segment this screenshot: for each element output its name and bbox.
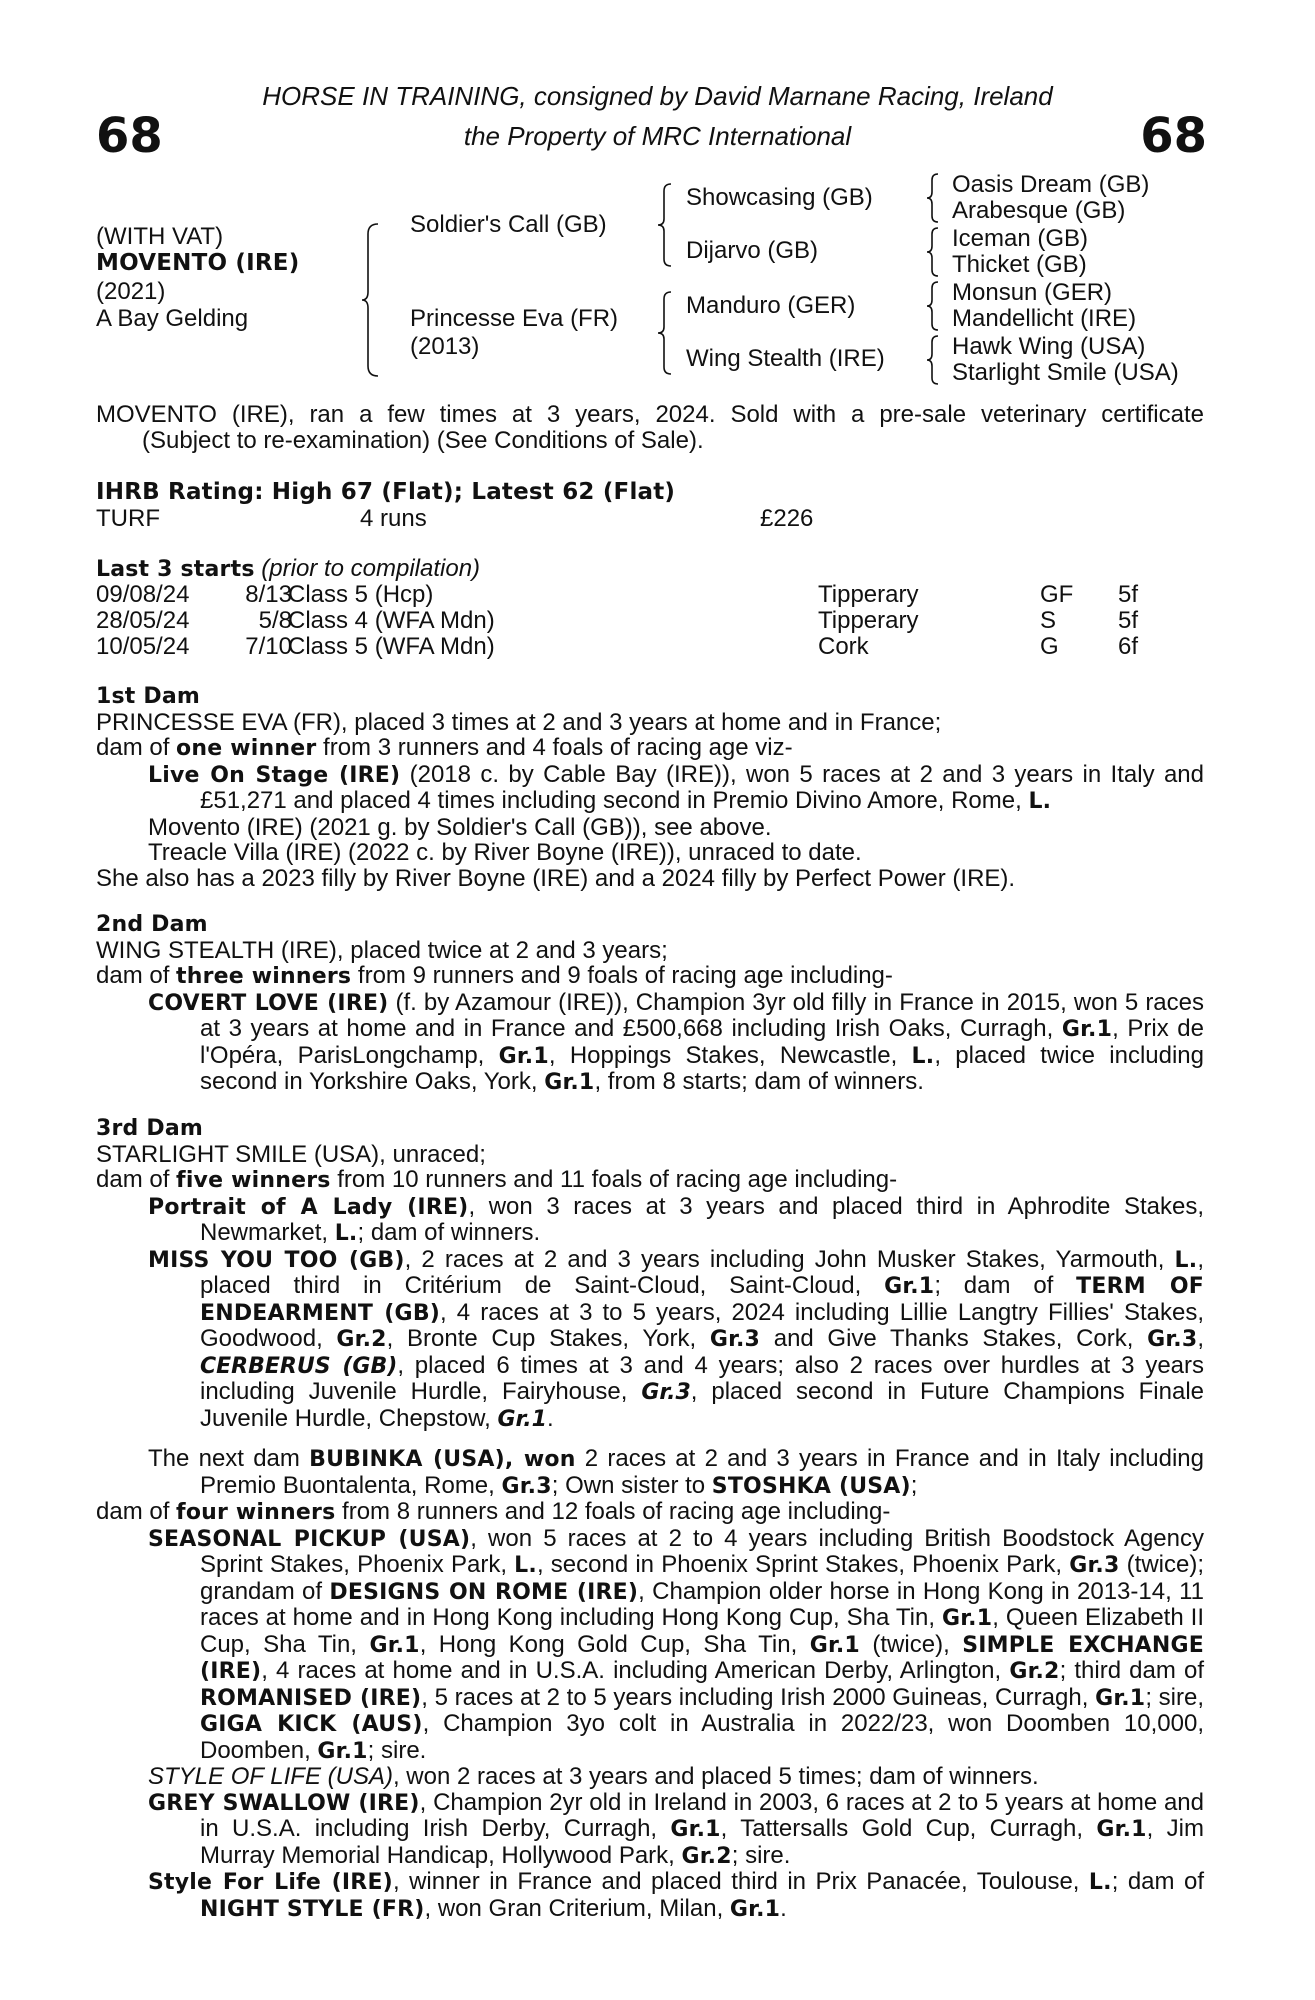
starts-title: Last 3 starts — [96, 557, 255, 582]
start-race: Class 5 (Hcp) — [288, 581, 434, 608]
start-race: Class 5 (WFA Mdn) — [288, 633, 495, 660]
start-position: 8/13 — [245, 581, 292, 608]
third-dam-produce-line: dam of five winners from 10 runners and 11 foals of racing age including- — [96, 1166, 898, 1193]
starts-note: (prior to compilation) — [261, 555, 481, 582]
first-dam-also: She also has a 2023 filly by River Boyne (IRE) and a 2024 filly by Perfect Power (IRE). — [96, 864, 1016, 892]
gen3-1: Oasis Dream (GB) — [952, 171, 1150, 198]
horse-description: A Bay Gelding — [96, 305, 249, 332]
start-race: Class 4 (WFA Mdn) — [288, 607, 495, 634]
second-dam-produce-line: dam of three winners from 9 runners and 9 foals of racing age including- — [96, 962, 893, 989]
start-row — [96, 634, 1204, 660]
first-dam-section — [96, 684, 1204, 891]
sire: Soldier's Call (GB) — [410, 211, 607, 238]
start-distance: 6f — [1118, 633, 1139, 660]
horse-year: (2021) — [96, 278, 166, 305]
start-going: S — [1040, 607, 1057, 634]
rating-title: IHRB Rating: High 67 (Flat); Latest 62 (Flat) — [96, 479, 676, 505]
dam: Princesse Eva (FR) — [410, 305, 619, 332]
start-row — [96, 582, 1204, 608]
next-dam-offspring-2: STYLE OF LIFE (USA), won 2 races at 3 years and placed 5 times; dam of winners. — [148, 1763, 1039, 1790]
summary-line-1: MOVENTO (IRE), ran a few times at 3 years, 2024. Sold with a pre-sale veterinary certificate — [96, 401, 1204, 428]
start-course: Cork — [818, 633, 869, 660]
gen3-7: Hawk Wing (USA) — [952, 333, 1146, 360]
sire-sire: Showcasing (GB) — [686, 184, 873, 211]
pedigree-bracket-5 — [924, 226, 944, 278]
first-dam-line: PRINCESSE EVA (FR), placed 3 times at 2 and 3 years at home and in France; — [96, 708, 942, 736]
horse-name: MOVENTO (IRE) — [96, 250, 300, 276]
gen3-5: Monsun (GER) — [952, 279, 1113, 306]
next-dam-produce-line: dam of four winners from 8 runners and 12 foals of racing age including- — [96, 1498, 891, 1525]
next-dam-offspring-1: SEASONAL PICKUP (USA), won 5 races at 2 to 4 years including British Boodstock Agency Sprint Stakes, Phoenix Park, L., second in Phoenix Sprint Stakes, Phoenix Park, Gr.3 (twice); grandam of DESIGNS ON ROME (IRE), Champion older horse in Hong Kong in 2013-14, 11 races at home and in Hong Kong including Hong Kong Cup, Sha Tin, Gr.1, Queen Elizabeth II Cup, Sha Tin, Gr.1, Hong Kong Gold Cup, Sha Tin, Gr.1 (twice), SIMPLE EXCHANGE (IRE), 4 races at home and in U.S.A. including American Derby, Arlington, Gr.2; third dam of ROMANISED (IRE), 5 races at 2 to 5 years including Irish 2000 Guineas, Curragh, Gr.1; sire, GIGA KICK (AUS), Champion 3yo colt in Australia in 2022/23, won Doomben 10,000, Doomben, Gr.1; sire. — [148, 1524, 1205, 1764]
vat-label: (WITH VAT) — [96, 223, 224, 250]
first-dam-title: 1st Dam — [96, 684, 201, 709]
start-going: G — [1040, 633, 1059, 660]
gen3-4: Thicket (GB) — [952, 251, 1087, 278]
rating-surface: TURF — [96, 505, 160, 532]
next-dam-granddaughter-1: GREY SWALLOW (IRE), Champion 2yr old in Ireland in 2003, 6 races at 2 to 5 years at home and in U.S.A. including Irish Derby, Curragh, Gr.1, Tattersalls Gold Cup, Curragh, Gr.1, Jim Murray Memorial Handicap, Hollywood Park, Gr.2; sire. — [148, 1788, 1204, 1869]
consignor-line: HORSE IN TRAINING, consigned by David Marnane Racing, Ireland — [262, 81, 1053, 111]
third-dam-offspring-1: Portrait of A Lady (IRE), won 3 races at 3 years and placed third in Aphrodite Stakes, Newmarket, L.; dam of winners. — [148, 1192, 1204, 1246]
dam-sire: Manduro (GER) — [686, 292, 856, 319]
second-dam-section — [96, 912, 1204, 1096]
second-dam-offspring-1: COVERT LOVE (IRE) (f. by Azamour (IRE)), Champion 3yr old filly in France in 2015, won 5 races at 3 years at home and in France and £500,668 including Irish Oaks, Curragh, Gr.1, Prix de l'Opéra, ParisLongchamp, Gr.1, Hoppings Stakes, Newcastle, L., placed twice including second in Yorkshire Oaks, York, Gr.1, from 8 starts; dam of winners. — [148, 988, 1205, 1095]
property-line: the Property of MRC International — [463, 121, 852, 151]
first-dam-offspring-2: Movento (IRE) (2021 g. by Soldier's Call (GB)), see above. — [148, 813, 772, 841]
start-distance: 5f — [1118, 607, 1139, 634]
rating-row — [96, 506, 1204, 532]
start-row — [96, 608, 1204, 634]
pedigree-bracket-6 — [924, 280, 944, 332]
next-dam-section — [96, 1446, 1204, 1922]
third-dam-granddaughter: MISS YOU TOO (GB), 2 races at 2 and 3 years including John Musker Stakes, Yarmouth, L., placed third in Critérium de Saint-Cloud, Saint-Cloud, Gr.1; dam of TERM OF ENDEARMENT (GB), 4 races at 3 to 5 years, 2024 including Lillie Langtry Fillies' Stakes, Goodwood, Gr.2, Bronte Cup Stakes, York, Gr.3 and Give Thanks Stakes, Cork, Gr.3, CERBERUS (GB), placed 6 times at 3 and 4 years; also 2 races over hurdles at 3 years including Juvenile Hurdle, Fairyhouse, Gr.3, placed second in Future Champions Finale Juvenile Hurdle, Chepstow, Gr.1. — [148, 1245, 1205, 1432]
start-course: Tipperary — [818, 607, 919, 634]
start-distance: 5f — [1118, 581, 1139, 608]
next-dam-line: The next dam BUBINKA (USA), won 2 races at 2 and 3 years in France and in Italy including Premio Buontalenta, Rome, Gr.3; Own sister to STOSHKA (USA); — [148, 1445, 1204, 1499]
summary-line-2: (Subject to re-examination) (See Conditions of Sale). — [142, 426, 704, 454]
next-dam-granddaughter-2: Style For Life (IRE), winner in France and placed third in Prix Panacée, Toulouse, L.; dam of NIGHT STYLE (FR), won Gran Criterium, Milan, Gr.1. — [148, 1868, 1204, 1922]
gen3-2: Arabesque (GB) — [952, 197, 1126, 224]
pedigree-bracket-7 — [924, 334, 944, 386]
third-dam-line: STARLIGHT SMILE (USA), unraced; — [96, 1140, 486, 1168]
pedigree-bracket-1 — [360, 222, 390, 378]
start-position: 5/8 — [258, 607, 292, 634]
first-dam-offspring-3: Treacle Villa (IRE) (2022 c. by River Boyne (IRE)), unraced to date. — [148, 839, 862, 866]
gen3-3: Iceman (GB) — [952, 225, 1089, 252]
gen3-6: Mandellicht (IRE) — [952, 305, 1137, 332]
starts-heading — [96, 556, 1204, 583]
third-dam-title: 3rd Dam — [96, 1116, 203, 1141]
rating-runs: 4 runs — [360, 505, 427, 532]
second-dam-line: WING STEALTH (IRE), placed twice at 2 and 3 years; — [96, 936, 668, 964]
start-date: 28/05/24 — [96, 607, 190, 634]
pedigree-bracket-4 — [924, 172, 944, 224]
start-date: 10/05/24 — [96, 633, 190, 660]
lot-number-left: 68 — [96, 108, 163, 164]
start-going: GF — [1040, 581, 1074, 608]
gen3-8: Starlight Smile (USA) — [952, 359, 1179, 386]
third-dam-section — [96, 1116, 1204, 1432]
dam-year: (2013) — [410, 333, 480, 360]
rating-earnings: £226 — [760, 505, 814, 532]
pedigree-bracket-3 — [655, 290, 679, 376]
start-position: 7/10 — [245, 633, 292, 660]
second-dam-title: 2nd Dam — [96, 912, 208, 937]
lot-number-right: 68 — [1140, 108, 1207, 164]
summary — [96, 402, 1204, 453]
start-course: Tipperary — [818, 581, 919, 608]
first-dam-offspring-1: Live On Stage (IRE) (2018 c. by Cable Bay (IRE)), won 5 races at 2 and 3 years in Italy and £51,271 and placed 4 times including second in Premio Divino Amore, Rome, L. — [148, 760, 1204, 814]
pedigree-bracket-2 — [655, 182, 679, 268]
first-dam-produce-line: dam of one winner from 3 runners and 4 foals of racing age viz- — [96, 734, 793, 761]
dam-dam: Wing Stealth (IRE) — [686, 345, 885, 372]
sire-dam: Dijarvo (GB) — [686, 237, 819, 264]
start-date: 09/08/24 — [96, 581, 190, 608]
